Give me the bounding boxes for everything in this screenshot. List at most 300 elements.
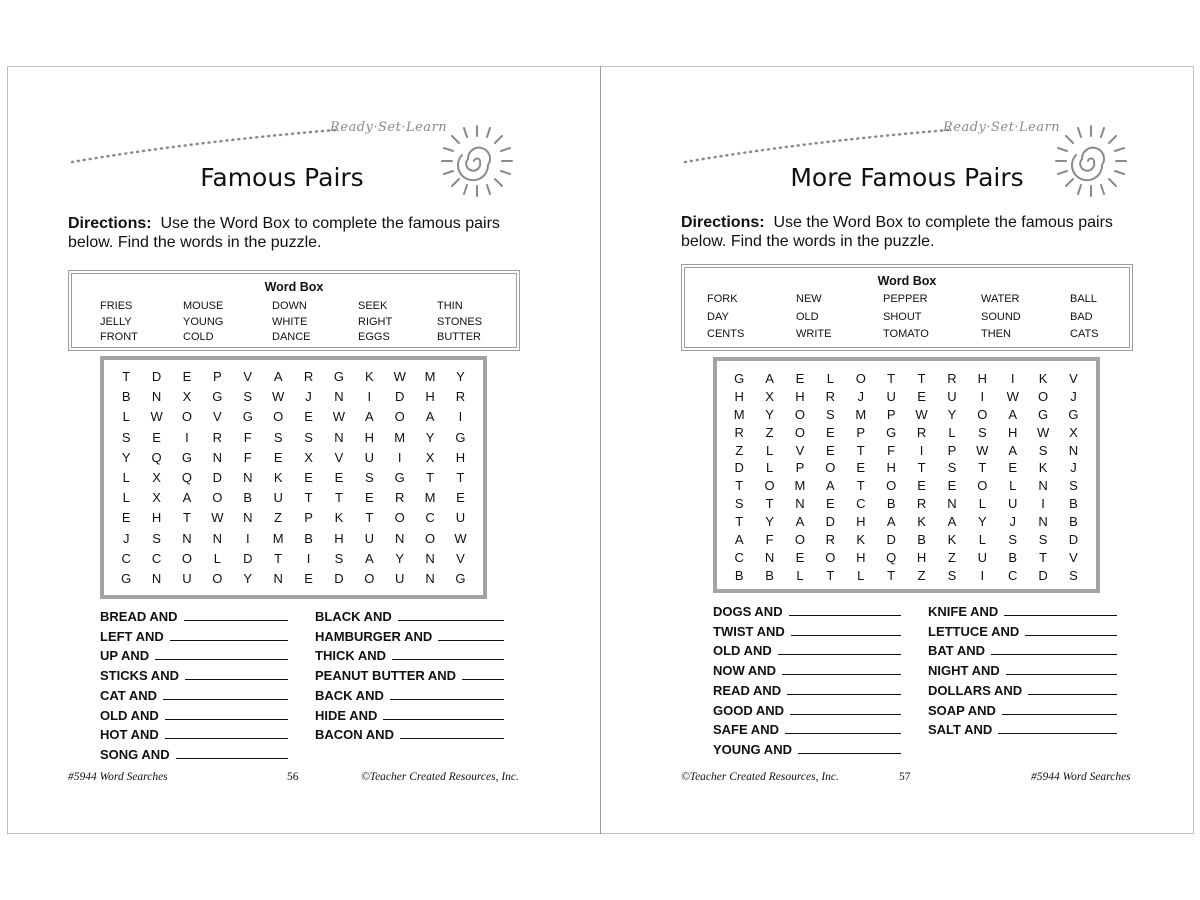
grid-letter: H: [734, 388, 744, 404]
grid-letter: X: [1069, 424, 1078, 440]
grid-letter: B: [734, 567, 744, 583]
word-box-word: OLD: [796, 310, 819, 323]
grid-letter: N: [764, 549, 775, 565]
clue-label: SOAP AND: [928, 702, 996, 718]
grid-letter: W: [1006, 388, 1019, 404]
word-box-word: COLD: [183, 331, 214, 343]
grid-letter: B: [765, 567, 774, 583]
clue-row: [100, 628, 288, 644]
grid-letter: E: [304, 570, 313, 586]
clue-list: [100, 608, 510, 762]
grid-letter: M: [424, 490, 436, 506]
clue-label: YOUNG AND: [713, 741, 792, 757]
grid-letter: C: [734, 549, 744, 565]
clue-label: DOLLARS AND: [928, 682, 1023, 698]
footer-book-title: #5944 Word Searches: [1031, 771, 1131, 783]
grid-letter: T: [122, 369, 131, 384]
answer-blank[interactable]: [1002, 702, 1117, 715]
grid-letter: T: [978, 460, 987, 476]
grid-letter: M: [794, 478, 806, 494]
grid-letter: O: [794, 424, 806, 440]
grid-letter: N: [1038, 478, 1048, 494]
grid-letter: S: [243, 389, 253, 405]
footer-book-title: #5944 Word Searches: [68, 771, 168, 783]
answer-blank[interactable]: [184, 608, 288, 621]
grid-letter: W: [393, 369, 406, 384]
directions-text: Use the Word Box to complete the famous pairs below. Find the words in the puzzle.: [68, 215, 500, 251]
page-gutter: [600, 66, 601, 834]
grid-letter: N: [243, 510, 253, 526]
clue-label: HIDE AND: [315, 707, 378, 723]
grid-letter: T: [917, 371, 926, 386]
grid-letter: H: [856, 514, 866, 530]
answer-blank[interactable]: [1028, 682, 1117, 695]
grid-letter: I: [1041, 496, 1045, 512]
answer-blank[interactable]: [790, 702, 901, 715]
grid-letter: Z: [947, 549, 956, 565]
grid-letter: T: [1039, 549, 1048, 565]
word-box-word: WATER: [981, 293, 1020, 305]
answer-blank[interactable]: [1004, 603, 1117, 616]
answer-blank[interactable]: [163, 687, 288, 700]
word-search-grid: [713, 357, 1100, 593]
grid-letter: N: [334, 389, 344, 405]
word-box-word: FORK: [707, 293, 738, 305]
grid-letter: A: [795, 514, 805, 530]
grid-letter: L: [122, 409, 130, 425]
answer-blank[interactable]: [170, 628, 288, 641]
answer-blank[interactable]: [789, 603, 901, 616]
grid-letter: V: [456, 550, 465, 566]
answer-blank[interactable]: [998, 721, 1117, 734]
page-number: 56: [287, 771, 299, 783]
grid-letter: N: [334, 429, 344, 445]
grid-letter: W: [332, 409, 346, 425]
answer-blank[interactable]: [1025, 623, 1117, 636]
grid-letter: U: [364, 530, 375, 546]
word-box-word: BAD: [1070, 310, 1093, 323]
grid-letter: U: [273, 490, 283, 506]
grid-letter: H: [856, 549, 866, 565]
grid-letter: G: [455, 429, 466, 445]
grid-letter: D: [334, 570, 344, 586]
answer-blank[interactable]: [390, 687, 504, 700]
grid-letter: I: [980, 388, 985, 404]
clue-label: LEFT AND: [100, 628, 164, 644]
grid-letter: Z: [765, 424, 774, 440]
grid-letter: G: [455, 570, 466, 586]
grid-letter: R: [947, 371, 957, 386]
clue-label: BAT AND: [928, 643, 986, 659]
word-list: [100, 300, 497, 344]
grid-letter: S: [1038, 532, 1048, 548]
grid-letter: Q: [181, 469, 193, 485]
grid-letter: Y: [395, 550, 405, 566]
grid-letter: S: [1038, 442, 1048, 458]
grid-letter: T: [456, 469, 465, 485]
grid-letter: L: [948, 424, 956, 440]
grid-letter: K: [947, 532, 957, 548]
answer-blank[interactable]: [778, 642, 901, 655]
word-box: [68, 270, 520, 351]
grid-letter: E: [121, 510, 131, 526]
grid-letter: A: [273, 369, 283, 384]
grid-letter: T: [856, 478, 865, 494]
grid-letter: J: [857, 388, 864, 404]
grid-letter: Q: [151, 449, 162, 465]
clue-row: [928, 603, 1117, 619]
clue-row: [713, 623, 901, 639]
answer-blank[interactable]: [438, 628, 504, 641]
grid-letter: E: [304, 409, 313, 425]
grid-letter: L: [765, 460, 774, 476]
grid-letter: I: [980, 567, 985, 583]
word-box-word: STONES: [437, 315, 483, 328]
grid-letter: Z: [274, 510, 283, 526]
grid-letter: C: [425, 510, 435, 526]
grid-letter: B: [1008, 549, 1018, 565]
grid-letter: B: [886, 496, 896, 512]
clue-row: [713, 741, 901, 757]
grid-letter: N: [212, 530, 223, 546]
grid-letter: C: [1008, 567, 1018, 583]
grid-letter: E: [856, 460, 866, 476]
clue-row: [100, 707, 288, 723]
grid-letter: O: [425, 530, 436, 546]
grid-letter: X: [425, 449, 435, 465]
grid-letter: M: [394, 429, 406, 445]
grid-letter: A: [765, 371, 774, 386]
page-title: Famous Pairs: [200, 163, 364, 192]
clue-row: [713, 662, 901, 678]
word-box-word: WRITE: [796, 328, 832, 340]
word-list: [707, 293, 1130, 341]
clue-row: [713, 702, 901, 718]
word-box-word: CATS: [1070, 328, 1099, 340]
grid-letter: H: [364, 429, 375, 445]
grid-letter: G: [121, 570, 132, 586]
grid-letter: A: [364, 550, 374, 566]
grid-letter: H: [977, 371, 988, 386]
word-box-word: YOUNG: [183, 315, 224, 328]
grid-letter: Y: [977, 514, 987, 530]
grid-letter: H: [334, 530, 344, 546]
grid-letter: S: [977, 424, 987, 440]
answer-blank[interactable]: [185, 667, 288, 680]
grid-letter: A: [364, 409, 374, 425]
clue-row: [928, 662, 1117, 678]
clue-label: SONG AND: [100, 746, 170, 762]
grid-letter: L: [826, 371, 834, 386]
grid-letter: L: [765, 442, 774, 458]
answer-blank[interactable]: [165, 707, 288, 720]
grid-letter: V: [334, 449, 344, 465]
grid-letter: T: [765, 496, 774, 512]
grid-letter: T: [917, 460, 926, 476]
grid-letter: S: [947, 460, 957, 476]
word-box-word: DANCE: [272, 331, 311, 343]
grid-letter: S: [304, 429, 313, 445]
answer-blank[interactable]: [782, 662, 901, 675]
grid-letter: D: [1038, 567, 1048, 583]
clue-label: SALT AND: [928, 722, 993, 738]
word-box-word: CENTS: [707, 328, 745, 340]
grid-letter: T: [274, 550, 283, 566]
grid-letter: A: [182, 490, 192, 506]
clue-row: [315, 667, 504, 683]
clue-row: [100, 647, 288, 663]
grid-letter: H: [886, 460, 896, 476]
grid-letter: W: [1036, 424, 1050, 440]
grid-letter: S: [364, 469, 374, 485]
grid-letter: Y: [121, 449, 131, 465]
grid-letter: Q: [886, 549, 897, 565]
grid-letter: K: [273, 469, 283, 485]
brand-logo-text: Ready·Set·Learn: [943, 120, 1061, 135]
grid-letter: W: [211, 510, 224, 526]
clue-label: BLACK AND: [315, 609, 392, 624]
grid-letter: Z: [735, 442, 744, 458]
answer-blank[interactable]: [787, 682, 901, 695]
word-box-word: JELLY: [100, 315, 132, 328]
clue-row: [100, 608, 288, 624]
grid-letter: L: [796, 567, 804, 583]
grid-letter: H: [1008, 424, 1018, 440]
word-box-word: FRONT: [100, 331, 138, 343]
directions-label: Directions:: [68, 215, 152, 232]
grid-letter: U: [364, 449, 375, 465]
word-box-word: MOUSE: [183, 300, 224, 312]
page-title: More Famous Pairs: [790, 163, 1024, 192]
grid-letter: V: [243, 369, 253, 384]
clue-label: READ AND: [713, 682, 782, 698]
grid-letter: N: [273, 570, 283, 586]
grid-letter: G: [181, 449, 193, 465]
word-box-word: PEPPER: [883, 293, 928, 305]
word-box-word: THIN: [437, 300, 463, 312]
clue-label: LETTUCE AND: [928, 623, 1020, 639]
grid-letter: O: [394, 409, 405, 425]
grid-letter: U: [886, 388, 896, 404]
grid-letter: E: [182, 369, 192, 384]
grid-letter: B: [304, 530, 313, 546]
clue-row: [713, 721, 901, 737]
grid-letter: O: [977, 478, 988, 494]
grid-letter: T: [183, 510, 191, 526]
grid-letter: P: [947, 442, 957, 458]
grid-letter: R: [303, 369, 314, 384]
grid-letter: L: [978, 532, 986, 548]
grid-letter: U: [977, 549, 988, 565]
grid-letter: E: [947, 478, 957, 494]
grid-letter: H: [425, 389, 435, 405]
clue-label: OLD AND: [713, 643, 772, 659]
grid-letter: B: [917, 532, 926, 548]
grid-letter: B: [1069, 514, 1078, 530]
clue-row: [315, 628, 504, 644]
answer-blank[interactable]: [785, 721, 901, 734]
footer-publisher: ©Teacher Created Resources, Inc.: [361, 771, 519, 783]
grid-letter: X: [152, 490, 161, 506]
grid-letter: W: [454, 530, 467, 546]
clue-label: NOW AND: [713, 663, 777, 679]
grid-letter: O: [794, 406, 806, 422]
clue-label: SAFE AND: [713, 722, 779, 738]
answer-blank[interactable]: [165, 726, 288, 739]
grid-letter: O: [181, 550, 193, 566]
grid-letter: O: [825, 549, 836, 565]
grid-letter: L: [1009, 478, 1017, 494]
grid-letter: D: [212, 469, 223, 485]
answer-blank[interactable]: [1006, 662, 1117, 675]
grid-letter: W: [150, 409, 163, 425]
grid-letter: N: [425, 570, 435, 586]
grid-letter: X: [304, 449, 313, 465]
grid-letter: O: [273, 409, 284, 425]
answer-blank[interactable]: [400, 726, 504, 739]
clue-row: [100, 746, 288, 762]
grid-letter: N: [243, 469, 253, 485]
grid-letter: J: [1070, 388, 1077, 404]
grid-letter: S: [152, 530, 161, 546]
grid-letter: Y: [765, 406, 774, 422]
grid-letter: O: [212, 490, 223, 506]
clue-row: [315, 647, 504, 663]
grid-letter: E: [826, 442, 835, 458]
grid-letter: W: [976, 442, 989, 458]
page-number: 57: [899, 771, 911, 783]
grid-letter: E: [456, 490, 465, 506]
grid-letter: G: [1068, 406, 1079, 422]
grid-letter: P: [304, 510, 313, 526]
word-box-title: Word Box: [264, 280, 324, 294]
grid-letter: P: [795, 460, 805, 476]
grid-letter: I: [245, 530, 250, 546]
grid-letter: O: [794, 532, 806, 548]
grid-letter: V: [1069, 549, 1078, 565]
grid-letter: S: [121, 429, 131, 445]
grid-letter: Y: [947, 406, 957, 422]
grid-letter: G: [394, 469, 405, 485]
word-box-word: BALL: [1070, 293, 1097, 305]
grid-letter: U: [947, 388, 957, 404]
clue-label: PEANUT BUTTER AND: [315, 668, 457, 684]
grid-letter: E: [795, 549, 805, 565]
word-box-word: NEW: [796, 293, 822, 305]
grid-letter: U: [182, 570, 192, 586]
grid-letter: D: [151, 369, 162, 384]
grid-letter: I: [185, 429, 189, 445]
clue-label: KNIFE AND: [928, 604, 999, 619]
answer-blank[interactable]: [176, 746, 288, 759]
grid-letter: T: [426, 469, 435, 485]
grid-letter: S: [1069, 478, 1078, 494]
grid-letter: D: [825, 514, 836, 530]
grid-letter: O: [212, 570, 223, 586]
answer-blank[interactable]: [798, 741, 901, 754]
clue-row: [100, 667, 288, 683]
grid-letter: O: [394, 510, 405, 526]
grid-letter: B: [1069, 496, 1078, 512]
grid-letter: M: [272, 530, 284, 546]
grid-letter: S: [826, 406, 835, 422]
clue-label: UP AND: [100, 648, 150, 664]
grid-letter: S: [734, 496, 744, 512]
grid-letter: N: [151, 570, 162, 586]
grid-letter: K: [334, 510, 344, 526]
footer-publisher: ©Teacher Created Resources, Inc.: [681, 771, 839, 783]
clue-label: OLD AND: [100, 707, 159, 723]
grid-letter: V: [213, 409, 222, 425]
answer-blank[interactable]: [791, 623, 901, 636]
grid-letter: U: [395, 570, 405, 586]
answer-blank[interactable]: [462, 667, 504, 680]
answer-blank[interactable]: [398, 608, 504, 621]
directions-text: Use the Word Box to complete the famous pairs below. Find the words in the puzzle.: [681, 214, 1113, 250]
grid-letter: J: [1009, 514, 1016, 530]
grid-letter: R: [455, 389, 466, 405]
grid-letter: L: [122, 469, 130, 485]
answer-blank[interactable]: [991, 642, 1117, 655]
grid-letter: O: [886, 478, 897, 494]
grid-letter: O: [977, 406, 988, 422]
grid-letter: N: [425, 550, 435, 566]
grid-letter: R: [825, 388, 836, 404]
directions: [681, 213, 1151, 251]
dotted-swoosh-decoration: [683, 118, 953, 166]
grid-letter: O: [364, 570, 375, 586]
grid-letter: C: [151, 550, 162, 566]
grid-letter: A: [1008, 406, 1018, 422]
grid-letter: K: [364, 369, 374, 384]
grid-letter: Y: [243, 570, 253, 586]
grid-letter: N: [947, 496, 957, 512]
grid-letter: R: [916, 424, 927, 440]
grid-letter: N: [395, 530, 405, 546]
grid-letter: G: [1038, 406, 1049, 422]
grid-letter: S: [334, 550, 344, 566]
grid-letter: S: [273, 429, 283, 445]
grid-letter: R: [916, 496, 927, 512]
grid-letter: V: [1069, 371, 1078, 386]
grid-letter: A: [826, 478, 835, 494]
word-box-word: FRIES: [100, 300, 133, 312]
word-box-word: DOWN: [272, 300, 307, 312]
grid-letter: E: [826, 496, 835, 512]
word-box-word: EGGS: [358, 331, 390, 343]
clue-row: [100, 687, 288, 703]
grid-letter: I: [397, 449, 402, 465]
word-box-word: BUTTER: [437, 331, 481, 343]
grid-letter: A: [734, 532, 744, 548]
grid-letter: D: [734, 460, 744, 476]
grid-letter: D: [243, 550, 253, 566]
answer-blank[interactable]: [383, 707, 504, 720]
grid-letter: E: [152, 429, 161, 445]
grid-letter: N: [212, 449, 223, 465]
clue-row: [928, 721, 1117, 737]
word-box-word: WHITE: [272, 315, 308, 328]
word-box-word: SHOUT: [883, 310, 922, 323]
answer-blank[interactable]: [392, 647, 504, 660]
grid-letter: E: [917, 388, 926, 404]
grid-letter: K: [856, 532, 866, 548]
answer-blank[interactable]: [155, 647, 288, 660]
clue-label: HOT AND: [100, 727, 159, 743]
grid-letter: B: [243, 490, 253, 506]
grid-letter: T: [887, 567, 896, 583]
clue-label: THICK AND: [315, 648, 387, 664]
